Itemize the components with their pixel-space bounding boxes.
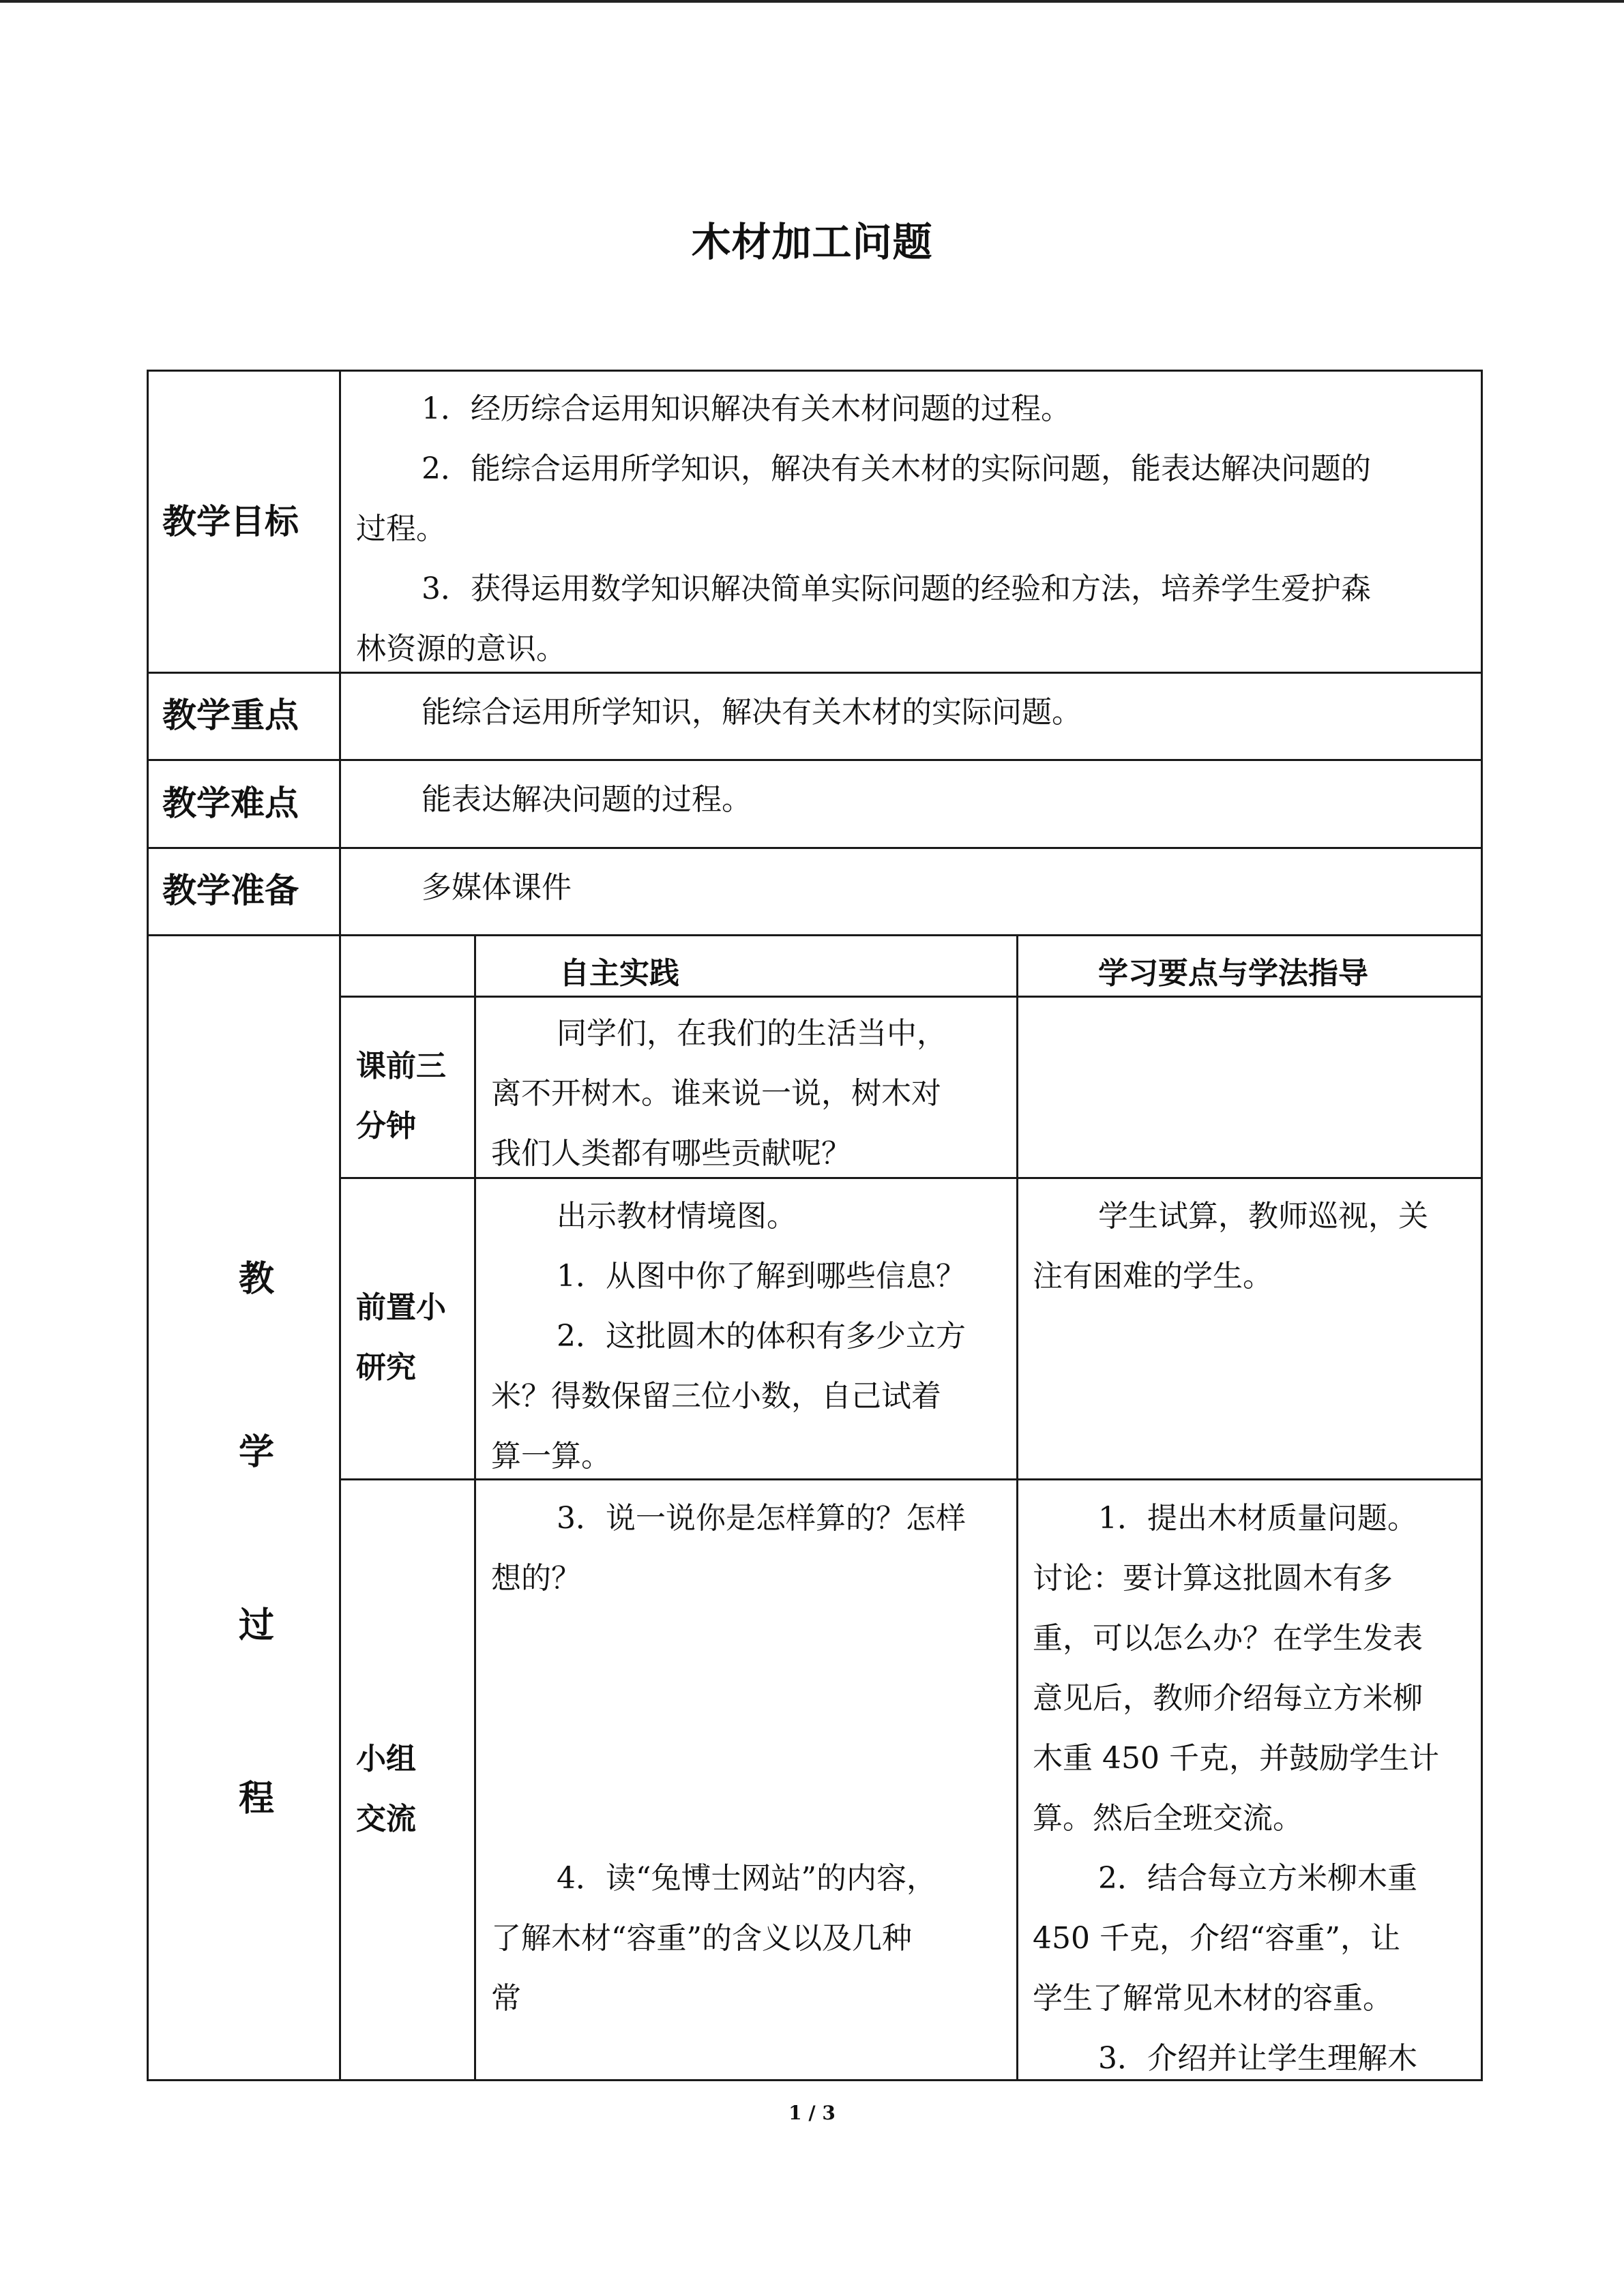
preparation-text: 多媒体课件: [422, 870, 572, 905]
difficulties-label: 教学难点: [162, 783, 299, 823]
page-title: 木材加工问题: [691, 219, 933, 265]
process-label-char: 学: [239, 1431, 275, 1473]
practice-line: 米？得数保留三位小数，自己试着: [491, 1379, 941, 1414]
practice-line: 2．这批圆木的体积有多少立方: [557, 1319, 966, 1354]
stage-label: 小组: [356, 1742, 416, 1776]
practice-line: 1．从图中你了解到哪些信息？: [557, 1259, 966, 1294]
process-label-char: 程: [239, 1778, 275, 1819]
guidance-line: 木重 450 千克，并鼓励学生计: [1033, 1741, 1439, 1776]
practice-line: 了解木材“容重”的含义以及几种: [491, 1921, 912, 1956]
process-label-char: 教: [239, 1258, 275, 1300]
practice-line: 出示教材情境图。: [557, 1199, 797, 1234]
guidance-line: 讨论：要计算这批圆木有多: [1033, 1561, 1393, 1596]
practice-line: 3．说一说你是怎样算的？怎样: [557, 1501, 966, 1536]
top-border: [0, 0, 1624, 3]
guidance-line: 450 千克，介绍“容重”，让: [1033, 1921, 1400, 1956]
objectives-label: 教学目标: [162, 501, 299, 541]
guidance-line: 注有困难的学生。: [1033, 1259, 1273, 1294]
objective-line: 1．经历综合运用知识解决有关木材问题的过程。: [422, 391, 1071, 426]
key-points-label: 教学重点: [162, 695, 299, 735]
stage-label: 研究: [356, 1350, 416, 1385]
guidance-line: 1．提出木材质量问题。: [1098, 1501, 1417, 1536]
objective-line: 2．能综合运用所学知识，解决有关木材的实际问题，能表达解决问题的: [422, 451, 1371, 486]
guidance-line: 学生试算，教师巡视，关: [1098, 1199, 1428, 1234]
objective-line: 过程。: [356, 511, 446, 546]
guidance-line: 意见后，教师介绍每立方米柳: [1033, 1681, 1423, 1716]
stage-label: 前置小: [356, 1290, 446, 1325]
practice-line: 算一算。: [491, 1439, 611, 1474]
practice-line: 想的？: [491, 1561, 581, 1596]
practice-line: 同学们，在我们的生活当中，: [557, 1016, 947, 1051]
guidance-line: 算。然后全班交流。: [1033, 1801, 1303, 1836]
practice-line: 我们人类都有哪些贡献呢？: [491, 1136, 851, 1171]
stage-label: 交流: [356, 1802, 416, 1836]
practice-line: 离不开树木。谁来说一说，树木对: [491, 1076, 941, 1111]
guidance-header: 学习要点与学法指导: [1098, 956, 1368, 991]
preparation-label: 教学准备: [162, 870, 299, 910]
stage-label: 课前三: [356, 1049, 446, 1084]
guidance-line: 3．介绍并让学生理解木: [1098, 2041, 1417, 2076]
page-number: 1 / 3: [788, 2102, 836, 2124]
practice-line: 4．读“兔博士网站”的内容，: [557, 1861, 936, 1896]
guidance-line: 2．结合每立方米柳木重: [1098, 1861, 1417, 1896]
key-points-text: 能综合运用所学知识，解决有关木材的实际问题。: [422, 695, 1082, 730]
practice-line: 常: [491, 1981, 521, 2016]
difficulties-text: 能表达解决问题的过程。: [422, 782, 752, 817]
guidance-line: 学生了解常见木材的容重。: [1033, 1981, 1393, 2016]
process-label-char: 过: [239, 1605, 275, 1646]
stage-label: 分钟: [356, 1109, 416, 1144]
practice-header: 自主实践: [559, 956, 679, 991]
guidance-line: 重，可以怎么办？在学生发表: [1033, 1621, 1423, 1656]
objective-line: 3．获得运用数学知识解决简单实际问题的经验和方法，培养学生爱护森: [422, 571, 1371, 606]
objective-line: 林资源的意识。: [356, 631, 566, 666]
